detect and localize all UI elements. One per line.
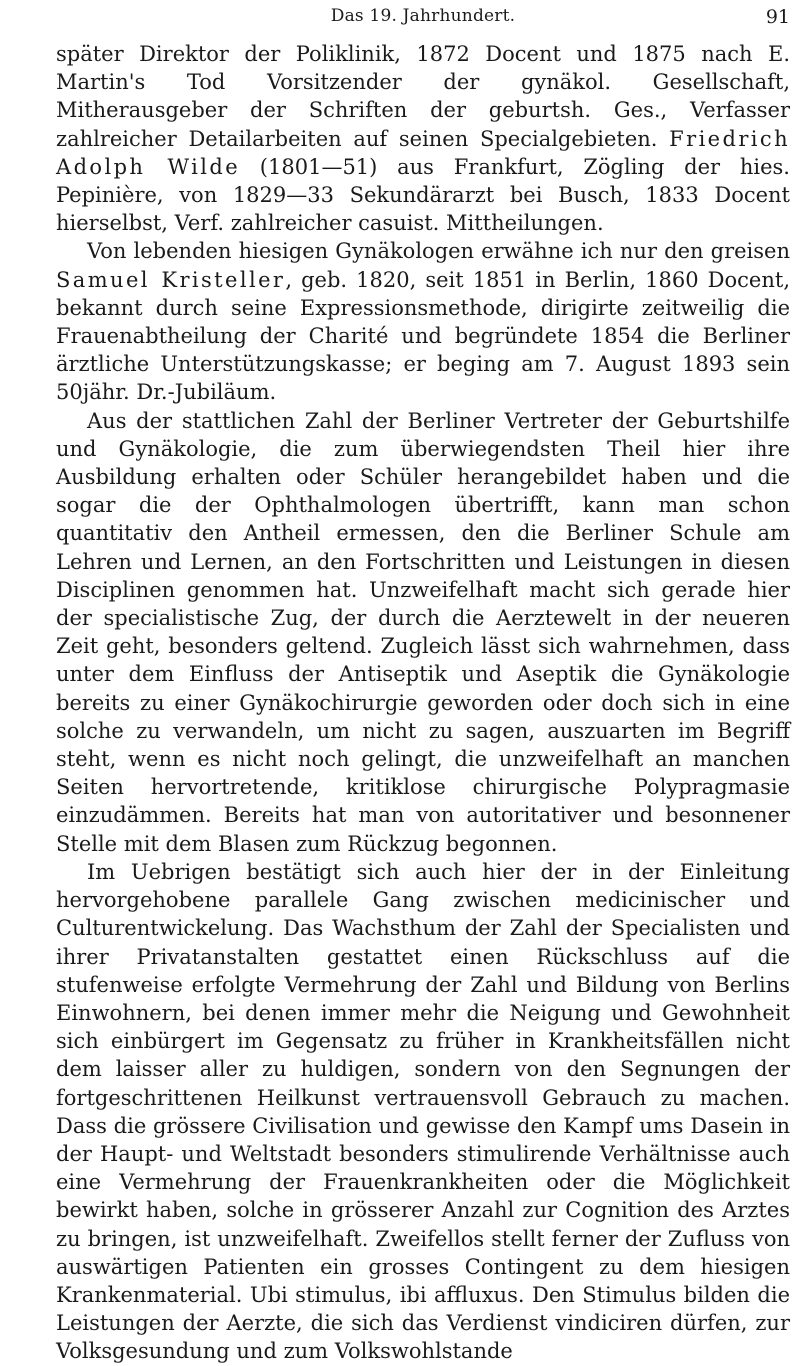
paragraph-2-text: Von lebenden hiesigen Gynäkologen erwähne ich nur den greisen <box>87 239 790 264</box>
paragraph-4: Im Uebrigen bestätigt sich auch hier der in der Einleitung hervorgehobene parallele Gang zwischen medicinischer und Culturentwickelung. Das Wachsthum der Zahl der Specialisten und ihrer Privatanstalten gestattet einen Rückschluss auf die stufenweise erfolgte Vermehrung der Zahl und Bildung von Berlins Einwohnern, bei denen immer mehr die Neigung und Gewohnheit sich einbürgert im Gegensatz zu früher in Krankheitsfällen nicht dem laisser aller zu huldigen, sondern von den Segnungen der fortgeschrittenen Heilkunst vertrauensvoll Gebrauch zu machen. Dass die grössere Civilisation und gewisse den Kampf ums Dasein in der Haupt- und Weltstadt besonders stimulirende Verhältnisse auch eine Vermehrung der Frauenkrankheiten oder die Möglichkeit bewirkt haben, solche in grösserer Anzahl zur Cognition des Arztes zu bringen, ist unzweifelhaft. Zweifellos stellt ferner der Zufluss von auswärtigen Patienten ein grosses Contingent zu dem hiesigen Krankenmaterial. Ubi stimulus, ibi affluxus. Den Stimulus bilden die Leistungen der Aerzte, die sich das Verdienst vindiciren dürfen, zur Volksgesundung und zum Volkswohlstande <box>56 859 790 1364</box>
person-name-wilde: Friedrich Adolph Wilde <box>56 126 790 179</box>
paragraph-2 <box>56 237 790 406</box>
page-number: 91 <box>765 6 790 28</box>
running-title: Das 19. Jahrhundert. <box>330 6 516 26</box>
paragraph-1-text-after: (1801—51) aus Frankfurt, Zögling der hies. Pepinière, von 1829—33 Sekundärarzt bei Busch, 1833 Docent hierselbst, Verf. zahlreicher casuist. Mittheilungen. <box>56 154 790 236</box>
body-text <box>56 40 790 1366</box>
paragraph-3: Aus der stattlichen Zahl der Berliner Vertreter der Geburtshilfe und Gynäkologie, die zum überwiegendsten Theil hier ihre Ausbildung erhalten oder Schüler herangebildet haben und die sogar die der Ophthalmologen übertrifft, kann man schon quantitativ den Antheil ermessen, den die Berliner Schule am Lehren und Lernen, an den Fortschritten und Leistungen in diesen Disciplinen genommen hat. Unzweifelhaft macht sich gerade hier der specialistische Zug, der durch die Aerztewelt in der neueren Zeit geht, besonders geltend. Zugleich lässt sich wahrnehmen, dass unter dem Einfluss der Antiseptik und Aseptik die Gynäkologie bereits zu einer Gynäkochirurgie geworden oder doch sich in eine solche zu verwandeln, um nicht zu sagen, auszuarten im Begriff steht, wenn es nicht noch gelingt, die unzweifelhaft an manchen Seiten hervortretende, kritiklose chirurgische Polypragmasie einzudämmen. Bereits hat man von autoritativer und besonnener Stelle mit dem Blasen zum Rückzug begonnen. <box>56 408 790 856</box>
paragraph-2-text-after: , geb. 1820, seit 1851 in Berlin, 1860 Docent, bekannt durch seine Expressionsmethode, dirigirte zeitweilig die Frauenabtheilung der Charité und begründete 1854 die Berliner ärztliche Unterstützungskasse; er beging am 7. August 1893 sein 50jähr. Dr.-Jubiläum. <box>56 267 790 405</box>
paragraph-1-text: später Direktor der Poliklinik, 1872 Docent und 1875 nach E. Martin's Tod Vorsitzender der gynäkol. Gesellschaft, Mitherausgeber der Schriften der geburtsh. Ges., Verfasser zahlreicher Detailarbeiten auf seinen Specialgebieten. <box>56 42 790 151</box>
paragraph-1 <box>56 40 790 237</box>
person-name-kristeller: Samuel Kristeller <box>56 267 286 292</box>
running-header <box>56 6 790 32</box>
